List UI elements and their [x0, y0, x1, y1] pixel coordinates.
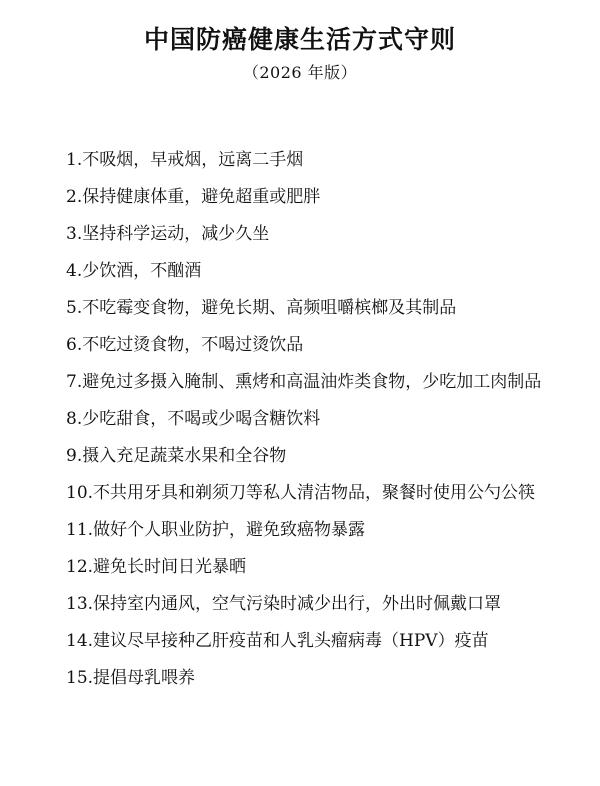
rule-item-8: 8.少吃甜食，不喝或少喝含糖饮料: [66, 409, 321, 429]
rule-item-7: 7.避免过多摄入腌制、熏烤和高温油炸类食物，少吃加工肉制品: [66, 372, 542, 392]
rule-item-6: 6.不吃过烫食物，不喝过烫饮品: [66, 335, 304, 355]
rule-item-11: 11.做好个人职业防护，避免致癌物暴露: [66, 520, 366, 540]
rule-item-14: 14.建议尽早接种乙肝疫苗和人乳头瘤病毒（HPV）疫苗: [66, 631, 489, 651]
rules-list: [26, 142, 574, 697]
document-subtitle: （2026 年版）: [242, 63, 358, 82]
rule-item-2: 2.保持健康体重，避免超重或肥胖: [66, 187, 321, 207]
rule-item-1: 1.不吸烟，早戒烟，远离二手烟: [66, 150, 304, 170]
rule-item-3: 3.坚持科学运动，减少久坐: [66, 224, 270, 244]
rule-item-10: 10.不共用牙具和剃须刀等私人清洁物品，聚餐时使用公勺公筷: [66, 483, 536, 503]
rule-item-4: 4.少饮酒，不酗酒: [66, 261, 202, 281]
rule-item-9: 9.摄入充足蔬菜水果和全谷物: [66, 446, 287, 466]
rule-item-5: 5.不吃霉变食物，避免长期、高频咀嚼槟榔及其制品: [66, 298, 457, 318]
rule-item-12: 12.避免长时间日光暴晒: [66, 557, 247, 577]
rule-item-13: 13.保持室内通风，空气污染时减少出行，外出时佩戴口罩: [66, 594, 502, 614]
document-title: 中国防癌健康生活方式守则: [143, 25, 456, 54]
rule-item-15: 15.提倡母乳喂养: [66, 668, 196, 688]
